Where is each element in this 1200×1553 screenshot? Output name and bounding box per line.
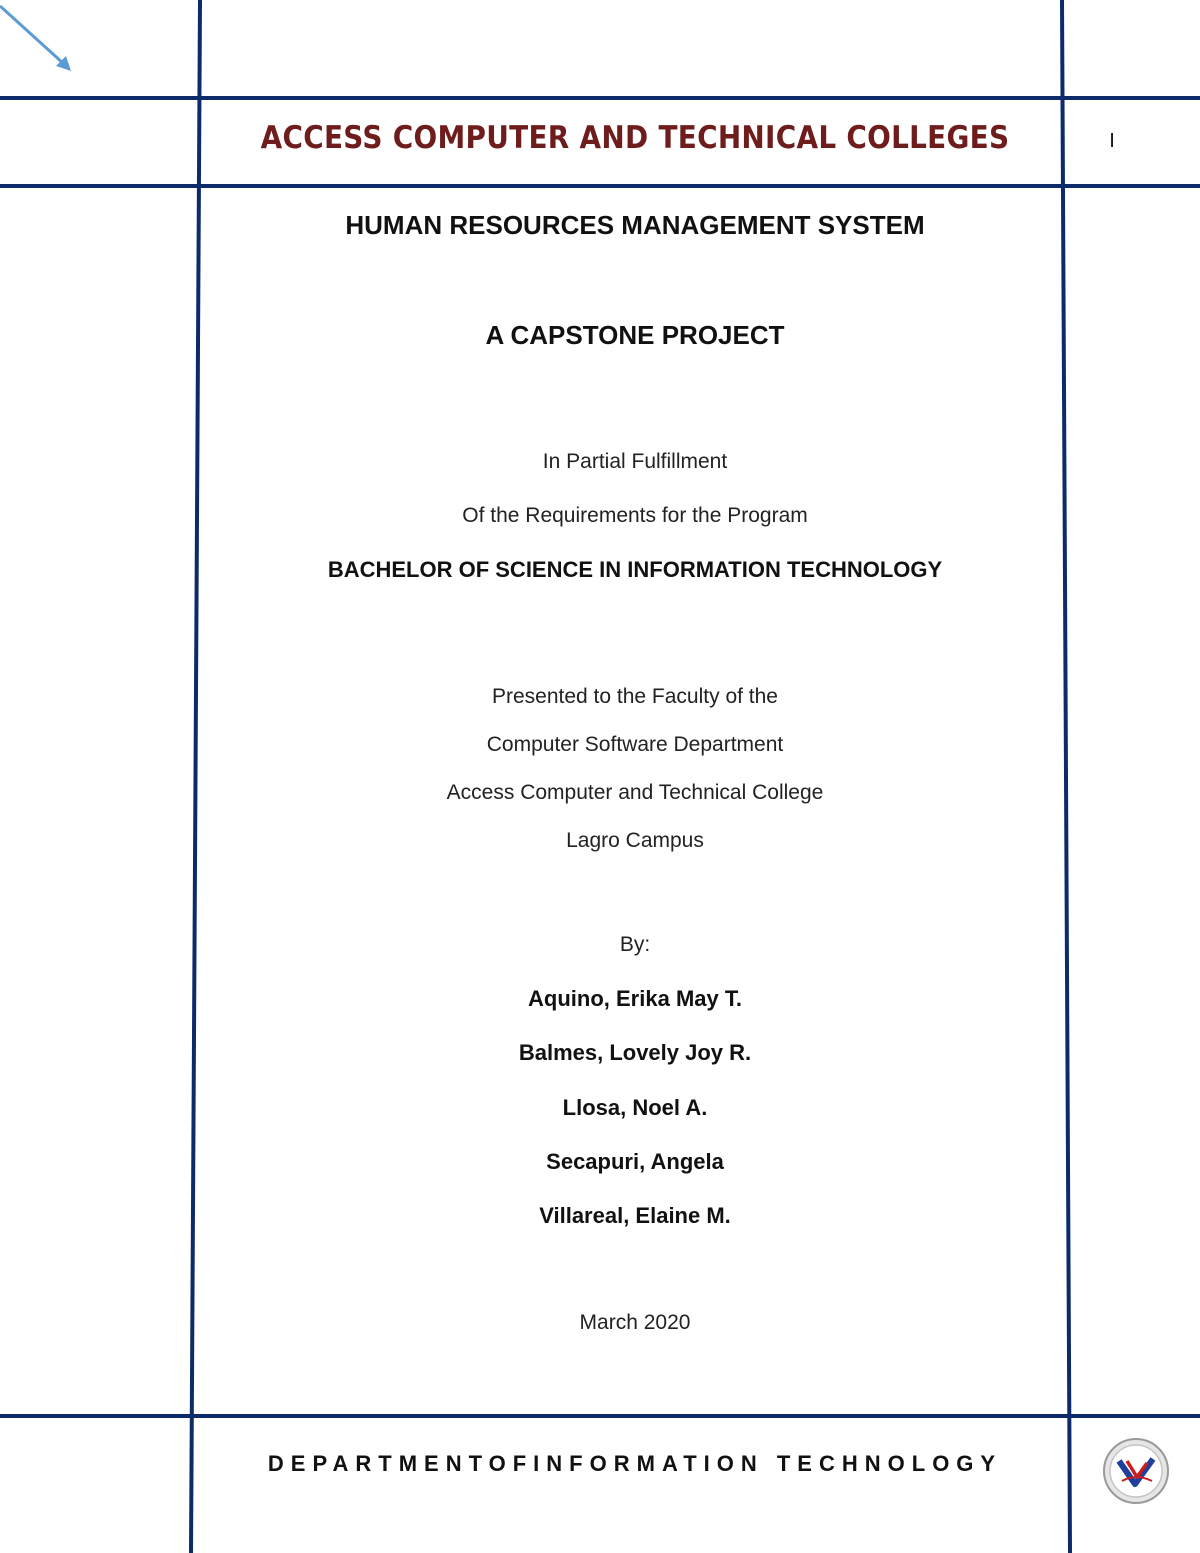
- arrow-icon: [0, 6, 71, 71]
- project-type: A CAPSTONE PROJECT: [485, 320, 785, 350]
- system-title: HUMAN RESOURCES MANAGEMENT SYSTEM: [345, 210, 925, 240]
- author-name: Llosa, Noel A.: [562, 1095, 708, 1120]
- presented-line-4: Lagro Campus: [566, 829, 704, 852]
- frame-line-left: [191, 0, 200, 1553]
- submission-date: March 2020: [579, 1311, 691, 1334]
- college-seal-icon: [1102, 1437, 1170, 1505]
- department-name: DEPARTMENTOFINFORMATION TECHNOLOGY: [267, 1451, 1003, 1476]
- author-name: Villareal, Elaine M.: [539, 1203, 731, 1228]
- college-name: ACCESS COMPUTER AND TECHNICAL COLLEGES: [260, 120, 1010, 156]
- author-name: Aquino, Erika May T.: [528, 986, 742, 1011]
- author-name: Secapuri, Angela: [546, 1149, 724, 1174]
- fulfillment-line-2: Of the Requirements for the Program: [462, 504, 808, 527]
- presented-line-1: Presented to the Faculty of the: [491, 685, 778, 708]
- degree-program: BACHELOR OF SCIENCE IN INFORMATION TECHNOLOGY: [327, 557, 943, 582]
- presented-line-3: Access Computer and Technical College: [446, 781, 824, 804]
- fulfillment-line-1: In Partial Fulfillment: [542, 450, 728, 473]
- presented-line-2: Computer Software Department: [486, 733, 784, 756]
- author-name: Balmes, Lovely Joy R.: [518, 1040, 752, 1065]
- page-number: I: [1109, 130, 1115, 152]
- authors-label: By:: [619, 933, 651, 956]
